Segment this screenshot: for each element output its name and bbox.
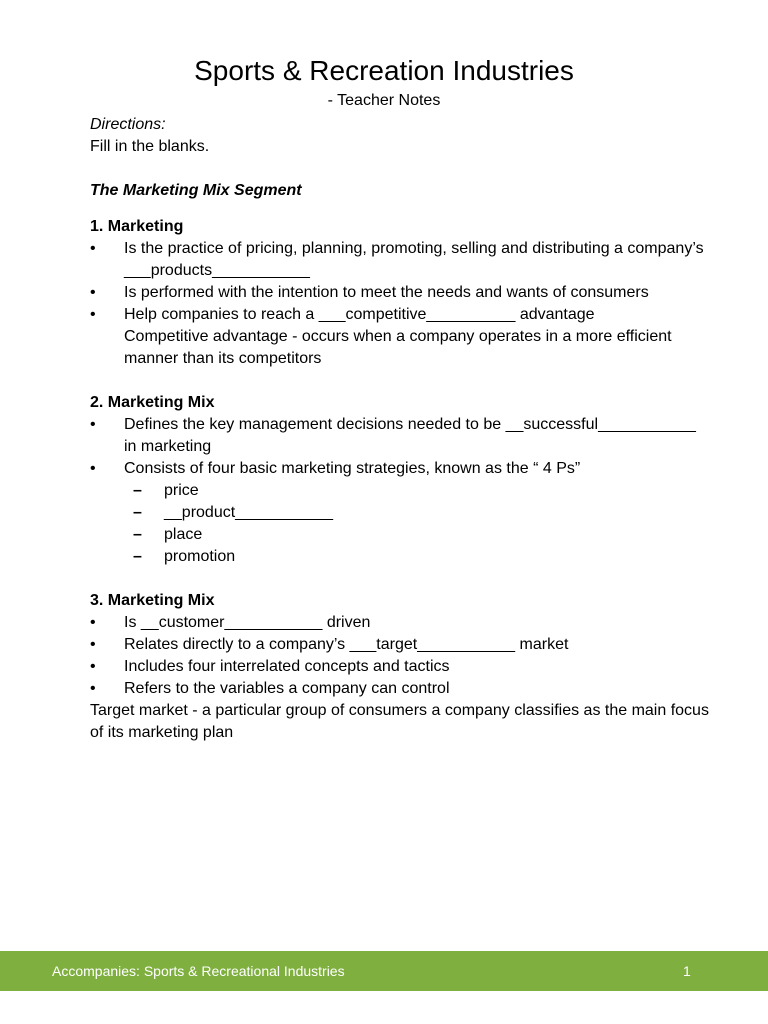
bullet-icon: • bbox=[90, 306, 96, 323]
section-1-list bbox=[90, 238, 710, 326]
document-title: Sports & Recreation Industries bbox=[194, 55, 574, 86]
bullet-icon: • bbox=[90, 680, 96, 697]
bullet-icon: • bbox=[90, 460, 96, 477]
footer-bar bbox=[0, 951, 768, 991]
dash-icon: – bbox=[133, 504, 142, 521]
list-item: • Is performed with the intention to meet the needs and wants of consumers bbox=[90, 282, 710, 304]
competitive-advantage-definition: Competitive advantage - occurs when a company operates in a more efficient manner than its competitors bbox=[124, 328, 672, 367]
sub-list-item: – place bbox=[133, 524, 710, 546]
bullet-icon: • bbox=[90, 240, 96, 257]
segment-heading: The Marketing Mix Segment bbox=[90, 182, 302, 199]
list-item: • Relates directly to a company’s ___target___________ market bbox=[90, 634, 710, 656]
bullet-icon: • bbox=[90, 614, 96, 631]
sub-list-item: – promotion bbox=[133, 546, 710, 568]
sub-list-item: – __product___________ bbox=[133, 502, 710, 524]
footer-text: Accompanies: Sports & Recreational Industries bbox=[52, 963, 345, 979]
list-item: • Consists of four basic marketing strategies, known as the “ 4 Ps” bbox=[90, 458, 710, 480]
list-item: • Refers to the variables a company can control bbox=[90, 678, 710, 700]
list-item: • Defines the key management decisions needed to be __successful___________ in marketing bbox=[90, 416, 696, 455]
bullet-icon: • bbox=[90, 636, 96, 653]
section-3-list bbox=[90, 612, 710, 700]
dash-icon: – bbox=[133, 482, 142, 499]
document-subtitle: - Teacher Notes bbox=[327, 92, 441, 109]
four-ps-list bbox=[90, 480, 710, 568]
target-market-definition: Target market - a particular group of consumers a company classifies as the main focus of its marketing plan bbox=[90, 702, 709, 741]
bullet-icon: • bbox=[90, 416, 96, 433]
page-number: 1 bbox=[683, 963, 691, 979]
list-item: • Includes four interrelated concepts and tactics bbox=[90, 656, 710, 678]
list-item: • Is the practice of pricing, planning, promoting, selling and distributing a company’s ___products___________ bbox=[90, 240, 704, 279]
dash-icon: – bbox=[133, 548, 142, 565]
dash-icon: – bbox=[133, 526, 142, 543]
section-3-heading: 3. Marketing Mix bbox=[90, 592, 215, 609]
directions-label: Directions: bbox=[90, 116, 166, 133]
section-1-heading: 1. Marketing bbox=[90, 218, 184, 235]
directions-text: Fill in the blanks. bbox=[90, 138, 210, 155]
bullet-icon: • bbox=[90, 284, 96, 301]
document-body bbox=[90, 114, 710, 744]
list-item: • Is __customer___________ driven bbox=[90, 612, 710, 634]
section-2-list bbox=[90, 414, 710, 480]
list-item: • Help companies to reach a ___competitive__________ advantage bbox=[90, 304, 710, 326]
sub-list-item: – price bbox=[133, 480, 710, 502]
bullet-icon: • bbox=[90, 658, 96, 675]
section-2-heading: 2. Marketing Mix bbox=[90, 394, 215, 411]
